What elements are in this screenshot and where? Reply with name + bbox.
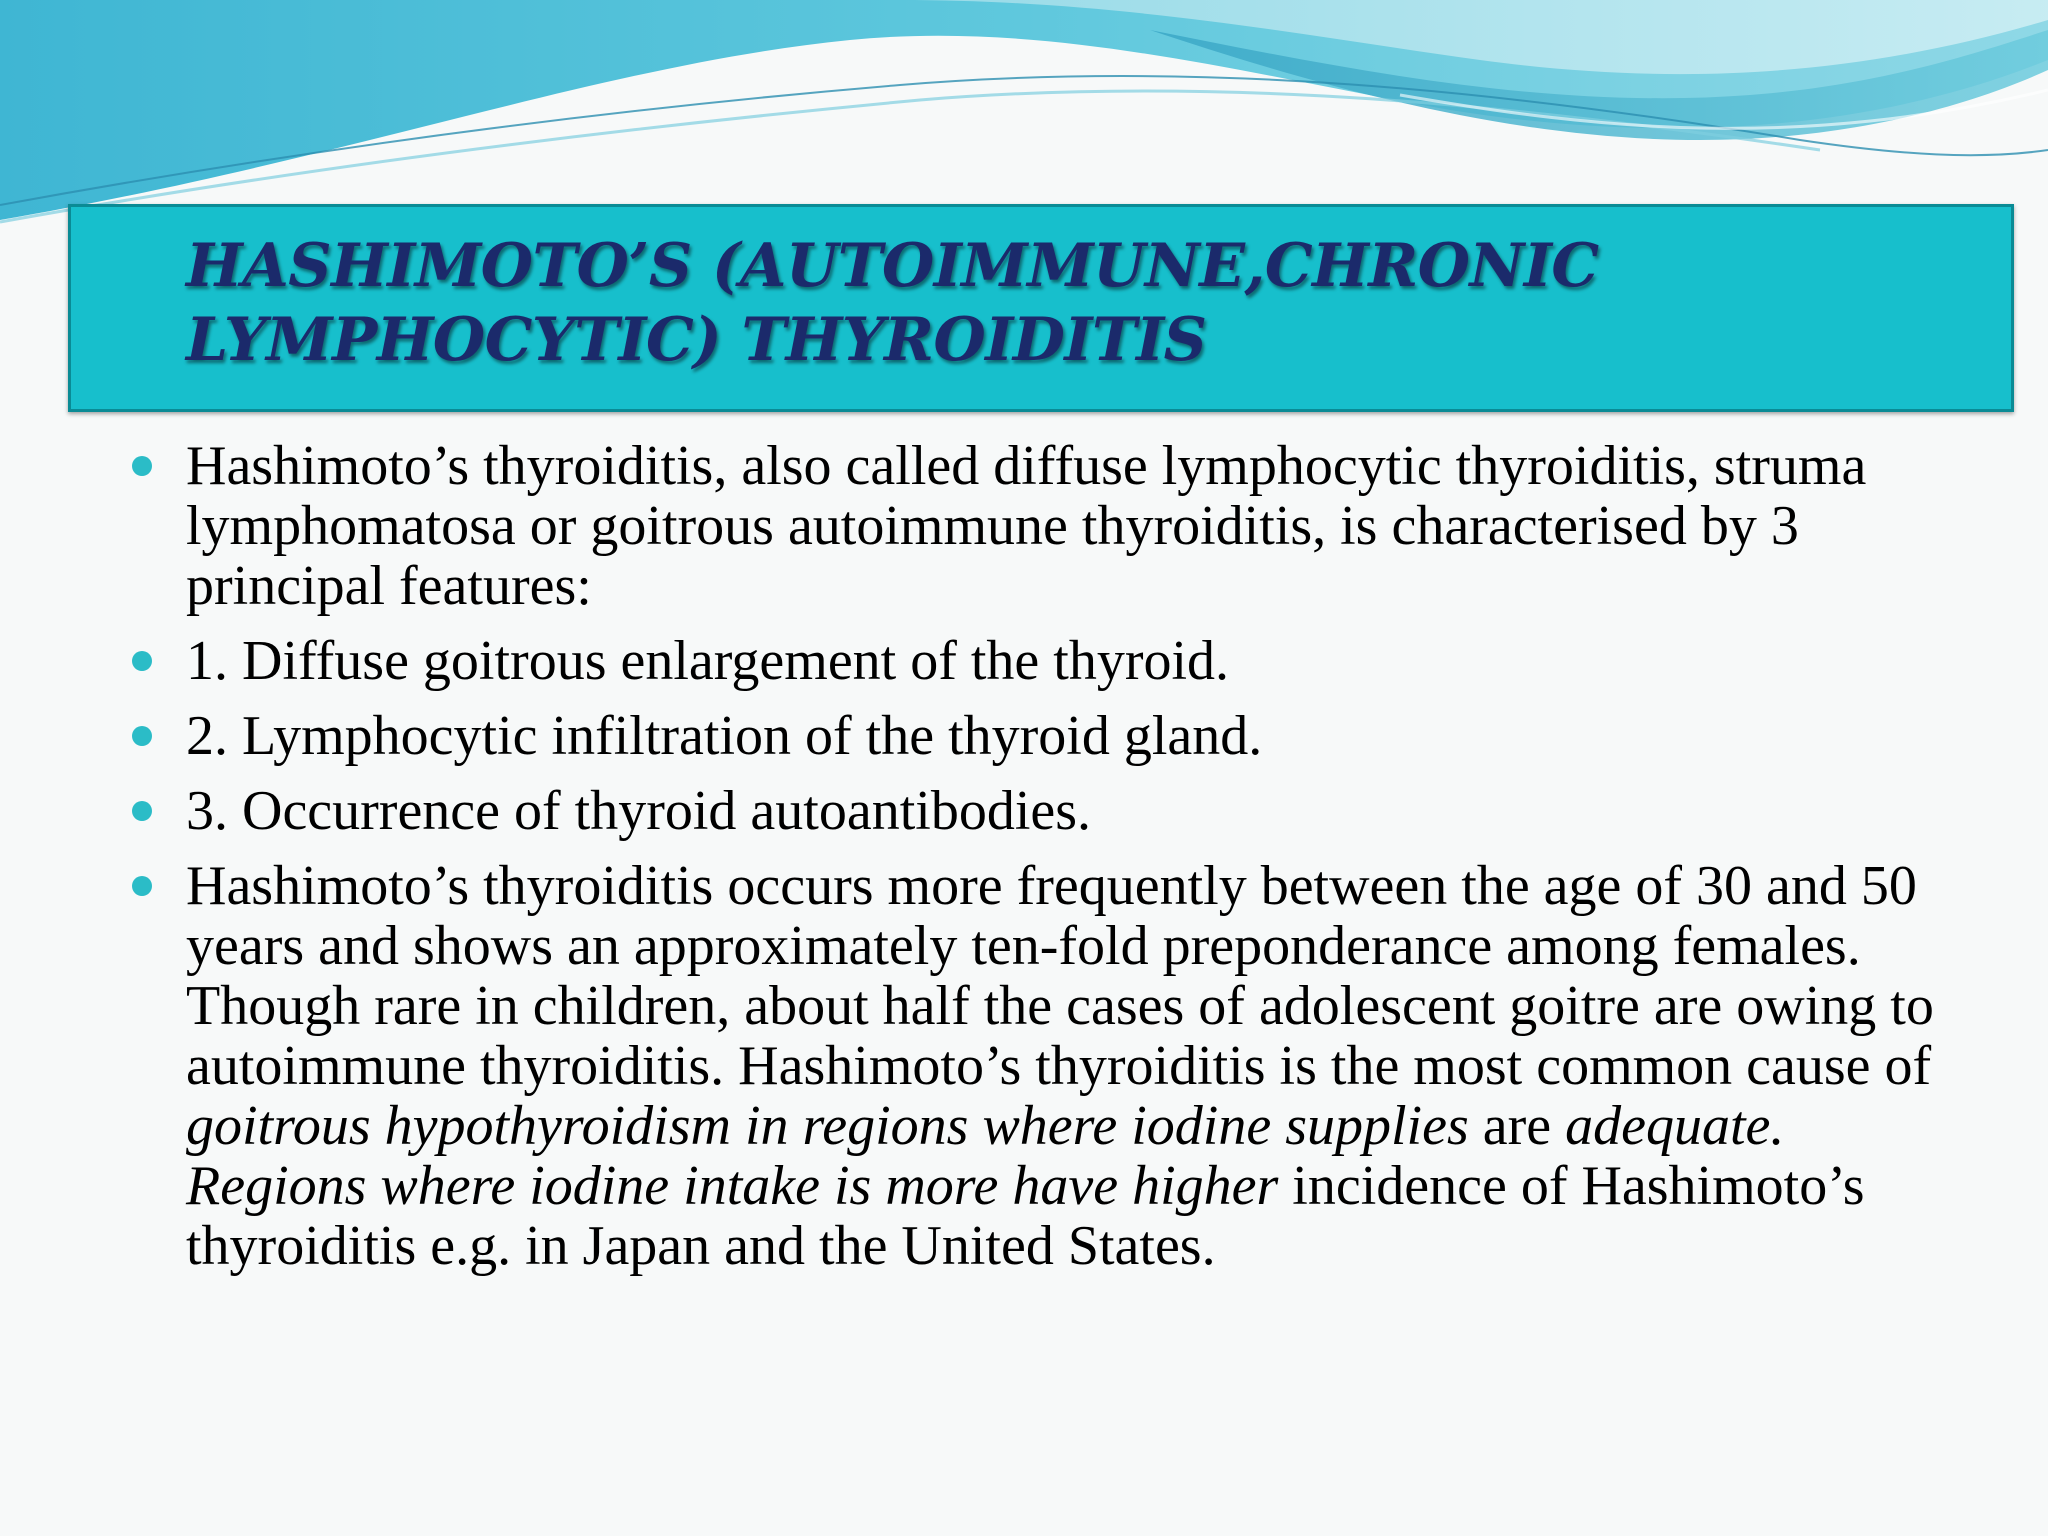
list-item (128, 781, 1948, 841)
list-item (128, 856, 1948, 1276)
bullet-text-italic: goitrous hypothyroidism in regions where iodine supplies (186, 1095, 1469, 1157)
bullet-dot-icon (132, 651, 152, 671)
list-item (128, 436, 1948, 616)
bullet-dot-icon (132, 801, 152, 821)
bullet-dot-icon (132, 726, 152, 746)
bullet-text-part: Hashimoto’s thyroiditis occurs more frequently between the age of 30 and 50 years and shows an approximately ten-fold preponderance among females. Though rare in children, about half the cases of adolescent goitre are owing to autoimmune thyroiditis. Hashimoto’s thyroiditis is the most common cause of (186, 855, 1934, 1097)
bullet-text-part: incidence of Hashimoto’s thyroiditis e.g. in Japan and the United States. (186, 1155, 1865, 1277)
bullet-dot-icon (132, 876, 152, 896)
slide-title: HASHIMOTO’S (AUTOIMMUNE,CHRONIC LYMPHOCYTIC) THYROIDITIS (186, 231, 1599, 375)
bullet-text-italic: adequate. Regions where iodine intake is more have higher (186, 1095, 1785, 1217)
bullet-text-part: are (1468, 1095, 1566, 1157)
list-item (128, 631, 1948, 691)
bullet-dot-icon (132, 456, 152, 476)
bullet-list (128, 436, 1948, 1291)
bullet-text: 3. Occurrence of thyroid autoantibodies. (186, 780, 1092, 842)
title-banner (68, 204, 2014, 412)
bullet-text: 2. Lymphocytic infiltration of the thyroid gland. (186, 705, 1263, 767)
bullet-text: Hashimoto’s thyroiditis, also called diffuse lymphocytic thyroiditis, struma lymphomatosa or goitrous autoimmune thyroiditis, is characterised by 3 principal features: (186, 435, 1867, 617)
bullet-text: 1. Diffuse goitrous enlargement of the thyroid. (186, 630, 1230, 692)
list-item (128, 706, 1948, 766)
